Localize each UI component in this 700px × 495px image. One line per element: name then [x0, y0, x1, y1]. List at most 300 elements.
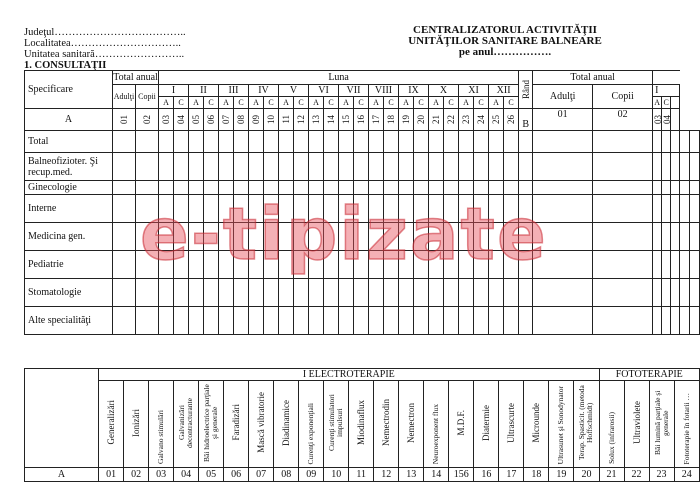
procedure-header [174, 381, 199, 468]
data-cell[interactable] [369, 131, 384, 153]
data-cell[interactable] [339, 131, 354, 153]
data-cell[interactable] [279, 307, 294, 335]
data-cell[interactable] [136, 131, 159, 153]
row-label: Stomatologie [25, 279, 113, 307]
data-cell[interactable] [593, 181, 653, 195]
data-cell[interactable] [136, 223, 159, 251]
data-cell[interactable] [489, 195, 504, 223]
data-cell[interactable] [474, 153, 489, 181]
data-cell[interactable] [593, 131, 653, 153]
data-cell[interactable] [279, 153, 294, 181]
data-cell[interactable] [459, 223, 474, 251]
data-cell[interactable] [384, 195, 399, 223]
data-cell[interactable] [429, 181, 444, 195]
data-cell[interactable] [593, 251, 653, 279]
data-cell[interactable] [324, 307, 339, 335]
data-cell[interactable] [219, 307, 234, 335]
data-cell[interactable] [653, 181, 662, 195]
data-cell[interactable] [309, 131, 324, 153]
data-cell[interactable] [653, 307, 662, 335]
data-cell[interactable] [593, 279, 653, 307]
data-cell[interactable] [264, 153, 279, 181]
data-cell[interactable] [593, 223, 653, 251]
data-cell[interactable] [294, 181, 309, 195]
procedure-header-wrap [424, 381, 448, 467]
data-cell[interactable] [414, 131, 429, 153]
data-cell[interactable] [324, 131, 339, 153]
data-cell[interactable] [113, 223, 136, 251]
data-cell[interactable] [459, 195, 474, 223]
procedure-header-text: Fototerapie în fotarii … [681, 392, 691, 464]
data-cell[interactable] [690, 181, 700, 195]
data-cell[interactable] [662, 153, 671, 181]
data-cell[interactable] [354, 223, 369, 251]
data-cell[interactable] [680, 153, 690, 181]
data-cell[interactable] [444, 195, 459, 223]
data-cell[interactable] [189, 279, 204, 307]
data-cell[interactable] [204, 251, 219, 279]
data-cell[interactable] [159, 131, 174, 153]
data-cell[interactable] [294, 195, 309, 223]
data-cell[interactable] [189, 251, 204, 279]
data-cell[interactable] [354, 279, 369, 307]
procedure-code: 21 [599, 468, 624, 482]
data-cell[interactable] [384, 251, 399, 279]
data-cell[interactable] [444, 251, 459, 279]
data-cell[interactable] [189, 181, 204, 195]
procedure-code: 13 [399, 468, 424, 482]
data-cell[interactable] [671, 307, 680, 335]
column-code [369, 109, 384, 131]
data-cell[interactable] [354, 195, 369, 223]
data-cell[interactable] [189, 131, 204, 153]
data-cell[interactable] [593, 307, 653, 335]
data-cell[interactable] [653, 195, 662, 223]
data-cell[interactable] [671, 195, 680, 223]
data-cell[interactable] [369, 251, 384, 279]
data-cell[interactable] [429, 195, 444, 223]
data-cell[interactable] [474, 307, 489, 335]
data-cell[interactable] [519, 131, 533, 153]
data-cell[interactable] [533, 153, 593, 181]
data-cell[interactable] [680, 307, 690, 335]
data-cell[interactable] [309, 223, 324, 251]
data-cell[interactable] [159, 181, 174, 195]
data-cell[interactable] [249, 279, 264, 307]
data-cell[interactable] [369, 307, 384, 335]
data-cell[interactable] [444, 307, 459, 335]
data-cell[interactable] [533, 279, 593, 307]
data-cell[interactable] [690, 131, 700, 153]
data-cell[interactable] [279, 131, 294, 153]
data-cell[interactable] [159, 223, 174, 251]
data-cell[interactable] [690, 223, 700, 251]
data-cell[interactable] [429, 131, 444, 153]
data-cell[interactable] [384, 279, 399, 307]
data-cell[interactable] [113, 251, 136, 279]
data-cell[interactable] [174, 153, 189, 181]
c-subheader: C [354, 97, 369, 109]
data-cell[interactable] [309, 195, 324, 223]
data-cell[interactable] [459, 279, 474, 307]
data-cell[interactable] [429, 153, 444, 181]
data-cell[interactable] [204, 153, 219, 181]
data-cell[interactable] [533, 223, 593, 251]
data-cell[interactable] [489, 153, 504, 181]
data-cell[interactable] [264, 131, 279, 153]
data-cell[interactable] [653, 153, 662, 181]
data-cell[interactable] [324, 153, 339, 181]
data-cell[interactable] [519, 307, 533, 335]
data-cell[interactable] [671, 131, 680, 153]
data-cell[interactable] [593, 153, 653, 181]
data-cell[interactable] [174, 223, 189, 251]
data-cell[interactable] [174, 307, 189, 335]
data-cell[interactable] [690, 307, 700, 335]
data-cell[interactable] [399, 181, 414, 195]
data-cell[interactable] [369, 153, 384, 181]
data-cell[interactable] [429, 223, 444, 251]
data-cell[interactable] [279, 223, 294, 251]
data-cell[interactable] [189, 153, 204, 181]
data-cell[interactable] [174, 181, 189, 195]
data-cell[interactable] [519, 251, 533, 279]
data-cell[interactable] [489, 181, 504, 195]
procedure-header-text: Ultraviolete [631, 401, 642, 444]
data-cell[interactable] [234, 279, 249, 307]
data-cell[interactable] [136, 307, 159, 335]
a-subheader: A [369, 97, 384, 109]
data-cell[interactable] [249, 251, 264, 279]
procedure-header-wrap [374, 381, 398, 467]
data-cell[interactable] [339, 195, 354, 223]
data-cell[interactable] [399, 153, 414, 181]
data-cell[interactable] [234, 223, 249, 251]
data-cell[interactable] [219, 279, 234, 307]
data-cell[interactable] [264, 279, 279, 307]
data-cell[interactable] [489, 131, 504, 153]
data-cell[interactable] [159, 195, 174, 223]
data-cell[interactable] [474, 279, 489, 307]
data-cell[interactable] [369, 195, 384, 223]
data-cell[interactable] [444, 131, 459, 153]
data-cell[interactable] [219, 181, 234, 195]
data-cell[interactable] [519, 181, 533, 195]
data-cell[interactable] [354, 181, 369, 195]
data-cell[interactable] [489, 307, 504, 335]
data-cell[interactable] [189, 195, 204, 223]
data-cell[interactable] [662, 279, 671, 307]
row-label: Medicina gen. [25, 223, 113, 251]
data-cell[interactable] [294, 223, 309, 251]
data-cell[interactable] [309, 251, 324, 279]
data-cell[interactable] [339, 181, 354, 195]
data-cell[interactable] [384, 153, 399, 181]
data-cell[interactable] [533, 251, 593, 279]
data-cell[interactable] [174, 195, 189, 223]
data-cell[interactable] [653, 223, 662, 251]
data-cell[interactable] [671, 181, 680, 195]
data-cell[interactable] [219, 153, 234, 181]
data-cell[interactable] [489, 251, 504, 279]
data-cell[interactable] [249, 195, 264, 223]
data-cell[interactable] [264, 307, 279, 335]
data-cell[interactable] [249, 153, 264, 181]
data-cell[interactable] [399, 251, 414, 279]
data-cell[interactable] [690, 251, 700, 279]
data-cell[interactable] [474, 131, 489, 153]
data-cell[interactable] [174, 279, 189, 307]
data-cell[interactable] [671, 153, 680, 181]
data-cell[interactable] [309, 181, 324, 195]
data-cell[interactable] [279, 181, 294, 195]
data-cell[interactable] [504, 251, 519, 279]
data-cell[interactable] [662, 223, 671, 251]
data-cell[interactable] [653, 279, 662, 307]
data-cell[interactable] [113, 307, 136, 335]
data-cell[interactable] [504, 279, 519, 307]
data-cell[interactable] [671, 279, 680, 307]
data-cell[interactable] [662, 181, 671, 195]
data-cell[interactable] [136, 279, 159, 307]
data-cell[interactable] [339, 279, 354, 307]
data-cell[interactable] [324, 223, 339, 251]
data-cell[interactable] [429, 251, 444, 279]
data-cell[interactable] [533, 181, 593, 195]
month-header: IX [399, 85, 429, 97]
data-cell[interactable] [339, 307, 354, 335]
data-cell[interactable] [369, 279, 384, 307]
data-cell[interactable] [414, 195, 429, 223]
procedure-header [324, 381, 349, 468]
data-cell[interactable] [459, 131, 474, 153]
data-cell[interactable] [136, 153, 159, 181]
data-cell[interactable] [219, 195, 234, 223]
data-cell[interactable] [459, 307, 474, 335]
data-cell[interactable] [294, 153, 309, 181]
data-cell[interactable] [309, 153, 324, 181]
data-cell[interactable] [234, 153, 249, 181]
data-cell[interactable] [279, 195, 294, 223]
data-cell[interactable] [459, 153, 474, 181]
data-cell[interactable] [414, 307, 429, 335]
data-cell[interactable] [204, 195, 219, 223]
procedure-code: 12 [374, 468, 399, 482]
data-cell[interactable] [294, 279, 309, 307]
data-cell[interactable] [474, 181, 489, 195]
data-cell[interactable] [136, 251, 159, 279]
data-cell[interactable] [234, 251, 249, 279]
data-cell[interactable] [414, 279, 429, 307]
data-cell[interactable] [444, 279, 459, 307]
data-cell[interactable] [444, 181, 459, 195]
data-cell[interactable] [504, 131, 519, 153]
data-cell[interactable] [279, 279, 294, 307]
data-cell[interactable] [680, 181, 690, 195]
data-cell[interactable] [264, 181, 279, 195]
column-code [234, 109, 249, 131]
data-cell[interactable] [354, 131, 369, 153]
data-cell[interactable] [174, 131, 189, 153]
data-cell[interactable] [159, 279, 174, 307]
data-cell[interactable] [444, 153, 459, 181]
right-empty-header [653, 71, 680, 85]
data-cell[interactable] [474, 195, 489, 223]
data-cell[interactable] [324, 251, 339, 279]
data-cell[interactable] [384, 307, 399, 335]
data-cell[interactable] [264, 223, 279, 251]
data-cell[interactable] [504, 153, 519, 181]
data-cell[interactable] [519, 195, 533, 223]
data-cell[interactable] [662, 307, 671, 335]
data-cell[interactable] [680, 223, 690, 251]
data-cell[interactable] [653, 251, 662, 279]
data-cell[interactable] [399, 195, 414, 223]
data-cell[interactable] [680, 195, 690, 223]
data-cell[interactable] [234, 181, 249, 195]
data-cell[interactable] [680, 131, 690, 153]
data-cell[interactable] [414, 223, 429, 251]
data-cell[interactable] [662, 251, 671, 279]
data-cell[interactable] [309, 307, 324, 335]
procedure-header-text: Mască vibratorie [256, 392, 267, 453]
data-cell[interactable] [159, 153, 174, 181]
data-cell[interactable] [690, 153, 700, 181]
data-cell[interactable] [653, 131, 662, 153]
data-cell[interactable] [113, 153, 136, 181]
data-cell[interactable] [309, 279, 324, 307]
data-cell[interactable] [384, 131, 399, 153]
data-cell[interactable] [519, 153, 533, 181]
procedure-header [499, 381, 524, 468]
procedure-header [299, 381, 324, 468]
data-cell[interactable] [354, 153, 369, 181]
data-cell[interactable] [136, 195, 159, 223]
data-cell[interactable] [662, 195, 671, 223]
data-cell[interactable] [399, 279, 414, 307]
data-cell[interactable] [533, 195, 593, 223]
data-cell[interactable] [204, 279, 219, 307]
data-cell[interactable] [399, 223, 414, 251]
data-cell[interactable] [219, 223, 234, 251]
data-cell[interactable] [136, 181, 159, 195]
data-cell[interactable] [204, 181, 219, 195]
data-cell[interactable] [474, 223, 489, 251]
data-cell[interactable] [369, 223, 384, 251]
data-cell[interactable] [474, 251, 489, 279]
data-cell[interactable] [519, 223, 533, 251]
data-cell[interactable] [489, 279, 504, 307]
data-cell[interactable] [294, 131, 309, 153]
data-cell[interactable] [339, 153, 354, 181]
data-cell[interactable] [489, 223, 504, 251]
data-cell[interactable] [399, 131, 414, 153]
data-cell[interactable] [174, 251, 189, 279]
data-cell[interactable] [204, 307, 219, 335]
data-cell[interactable] [204, 223, 219, 251]
data-cell[interactable] [159, 307, 174, 335]
data-cell[interactable] [249, 131, 264, 153]
data-cell[interactable] [414, 181, 429, 195]
data-cell[interactable] [339, 251, 354, 279]
data-cell[interactable] [444, 223, 459, 251]
data-cell[interactable] [113, 195, 136, 223]
data-cell[interactable] [459, 251, 474, 279]
data-cell[interactable] [429, 307, 444, 335]
column-code [279, 109, 294, 131]
data-cell[interactable] [324, 279, 339, 307]
data-cell[interactable] [354, 251, 369, 279]
data-cell[interactable] [159, 251, 174, 279]
data-cell[interactable] [113, 279, 136, 307]
data-cell[interactable] [680, 279, 690, 307]
data-cell[interactable] [533, 307, 593, 335]
data-cell[interactable] [369, 181, 384, 195]
data-cell[interactable] [279, 251, 294, 279]
data-cell[interactable] [690, 279, 700, 307]
data-cell[interactable] [234, 195, 249, 223]
data-cell[interactable] [189, 223, 204, 251]
column-code-text: 10 [266, 115, 276, 124]
data-cell[interactable] [264, 195, 279, 223]
data-cell[interactable] [671, 223, 680, 251]
data-cell[interactable] [234, 131, 249, 153]
data-cell[interactable] [690, 195, 700, 223]
data-cell[interactable] [339, 223, 354, 251]
data-cell[interactable] [399, 307, 414, 335]
data-cell[interactable] [384, 181, 399, 195]
data-cell[interactable] [189, 307, 204, 335]
procedure-header-text: Generalizări [106, 400, 117, 445]
data-cell[interactable] [671, 251, 680, 279]
data-cell[interactable] [324, 195, 339, 223]
data-cell[interactable] [414, 251, 429, 279]
data-cell[interactable] [593, 195, 653, 223]
form-title-2: UNITĂŢILOR SANITARE BALNEARE [408, 35, 602, 47]
data-cell[interactable] [354, 307, 369, 335]
data-cell[interactable] [662, 131, 671, 153]
data-cell[interactable] [113, 131, 136, 153]
data-cell[interactable] [459, 181, 474, 195]
column-code [174, 109, 189, 131]
data-cell[interactable] [219, 251, 234, 279]
procedure-header-wrap [499, 381, 523, 467]
data-cell[interactable] [249, 307, 264, 335]
data-cell[interactable] [504, 181, 519, 195]
data-cell[interactable] [219, 131, 234, 153]
data-cell[interactable] [113, 181, 136, 195]
data-cell[interactable] [204, 131, 219, 153]
data-cell[interactable] [504, 223, 519, 251]
data-cell[interactable] [249, 181, 264, 195]
data-cell[interactable] [519, 279, 533, 307]
data-cell[interactable] [294, 251, 309, 279]
data-cell[interactable] [234, 307, 249, 335]
data-cell[interactable] [384, 223, 399, 251]
data-cell[interactable] [504, 307, 519, 335]
data-cell[interactable] [414, 153, 429, 181]
a-subheader: A [249, 97, 264, 109]
data-cell[interactable] [504, 195, 519, 223]
data-cell[interactable] [680, 251, 690, 279]
data-cell[interactable] [249, 223, 264, 251]
data-cell[interactable] [429, 279, 444, 307]
data-cell[interactable] [324, 181, 339, 195]
data-cell[interactable] [294, 307, 309, 335]
data-cell[interactable] [533, 131, 593, 153]
column-code [474, 109, 489, 131]
data-cell[interactable] [264, 251, 279, 279]
